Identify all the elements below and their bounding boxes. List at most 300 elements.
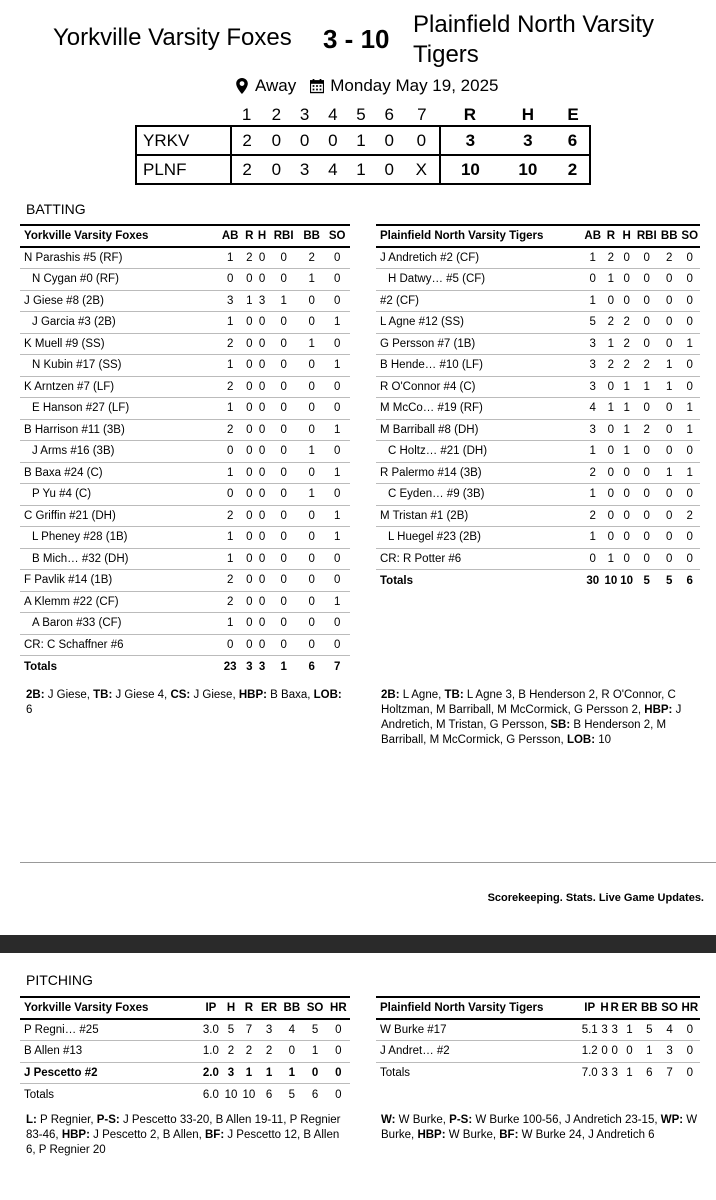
stat-cell: 0 — [217, 441, 243, 463]
stat-cell: 2 — [582, 462, 603, 484]
stat-cell: 0 — [619, 269, 635, 291]
batter-name: R O'Connor #4 (C) — [376, 376, 582, 398]
totals-label: Totals — [380, 574, 414, 587]
stat-cell: 1 — [659, 376, 680, 398]
away-batting-notes — [26, 688, 346, 718]
stat-cell: 5 — [639, 1019, 659, 1041]
stat-cell: 1 — [639, 1041, 659, 1063]
stat-cell: 3 — [582, 355, 603, 377]
stat-cell: 0 — [619, 247, 635, 269]
stat-column-header: R — [243, 225, 256, 247]
stat-cell: 0 — [243, 398, 256, 420]
stat-cell: 2 — [603, 312, 619, 334]
calendar-icon — [310, 78, 324, 94]
total-cell: 7 — [334, 660, 341, 673]
totals-row — [20, 656, 350, 678]
inning-score: 2 — [231, 155, 262, 184]
totals-label: Totals — [24, 1088, 55, 1101]
stat-cell: 0 — [256, 441, 269, 463]
stat-cell: 2 — [603, 247, 619, 269]
stat-cell: 0 — [327, 1041, 350, 1063]
note-label: LOB: — [313, 689, 342, 701]
stat-cell: 0 — [299, 355, 325, 377]
inning-score: 0 — [262, 126, 290, 155]
stat-cell: 0 — [268, 634, 298, 656]
total-cell: 6 — [265, 1088, 273, 1101]
stat-cell: 0 — [268, 505, 298, 527]
game-location: Away — [255, 76, 297, 95]
stat-cell: 0 — [217, 484, 243, 506]
note-label: 2B: — [26, 689, 45, 701]
note-text: J Giese, — [190, 689, 239, 701]
stat-cell: 1 — [324, 527, 350, 549]
pitcher-row — [376, 1041, 700, 1063]
stat-cell: 0 — [243, 441, 256, 463]
errors-total: 6 — [556, 126, 590, 155]
stat-cell: 0 — [659, 441, 680, 463]
away-team-name: Yorkville Varsity Foxes — [53, 24, 292, 51]
stat-cell: 0 — [268, 462, 298, 484]
batter-row — [20, 548, 350, 570]
batter-name: B Baxa #24 (C) — [20, 462, 217, 484]
batter-name: M Tristan #1 (2B) — [376, 505, 582, 527]
batter-name: A Klemm #22 (CF) — [20, 591, 217, 613]
total-cell: 3 — [258, 660, 266, 673]
stat-cell: 0 — [635, 548, 659, 570]
pitcher-row — [20, 1041, 350, 1063]
pitcher-name: J Pescetto #2 — [20, 1062, 200, 1084]
note-text: J Pescetto 12, B Allen 6, P Regnier 20 — [26, 1129, 343, 1156]
stat-cell: 0 — [635, 269, 659, 291]
stat-cell: 0 — [256, 312, 269, 334]
stat-cell: 0 — [243, 269, 256, 291]
stat-cell: 0 — [256, 570, 269, 592]
location-pin-icon — [235, 78, 249, 94]
stat-cell: 0 — [324, 634, 350, 656]
stat-cell: 0 — [303, 1062, 326, 1084]
batter-row — [376, 290, 700, 312]
inning-header: 3 — [299, 104, 310, 124]
stat-cell: 0 — [659, 312, 680, 334]
batter-row — [20, 419, 350, 441]
stat-cell: 1 — [619, 419, 635, 441]
stat-cell: 1 — [240, 1062, 258, 1084]
stat-cell: 1 — [659, 355, 680, 377]
note-text: B Henderson 2, M Barriball, M McCormick, G Persson, — [381, 719, 670, 746]
inning-score: 4 — [319, 155, 347, 184]
stat-cell: 2 — [217, 419, 243, 441]
stat-cell: 0 — [679, 247, 700, 269]
stat-cell: 0 — [299, 398, 325, 420]
stat-cell: 0 — [619, 548, 635, 570]
totals-label: Totals — [380, 1067, 411, 1079]
stat-cell: 0 — [635, 290, 659, 312]
stat-cell: 3 — [599, 1019, 609, 1041]
stat-cell: 2 — [635, 419, 659, 441]
stat-cell: 0 — [659, 548, 680, 570]
stat-cell: 1 — [603, 269, 619, 291]
team-column-header: Yorkville Varsity Foxes — [20, 997, 200, 1019]
stat-cell: 0 — [256, 376, 269, 398]
stat-cell: 0 — [679, 527, 700, 549]
total-cell: 10 — [224, 1088, 238, 1101]
stat-cell: 0 — [619, 484, 635, 506]
stat-cell: 3.0 — [200, 1019, 222, 1041]
note-label: HBP: — [61, 1129, 90, 1141]
stat-cell: 1 — [299, 441, 325, 463]
stat-column-header: RBI — [268, 225, 298, 247]
batter-name: L Huegel #23 (2B) — [376, 527, 582, 549]
away-pitching-table — [20, 996, 350, 1105]
total-cell: 5 — [666, 574, 673, 587]
batter-name: N Kubin #17 (SS) — [20, 355, 217, 377]
stat-column-header: H — [222, 997, 240, 1019]
stat-cell: 0 — [268, 570, 298, 592]
batter-row — [20, 591, 350, 613]
stat-cell: 0 — [324, 290, 350, 312]
total-cell: 6 — [646, 1067, 653, 1079]
batter-row — [20, 505, 350, 527]
stat-cell: 0 — [243, 419, 256, 441]
total-cell: 3 — [601, 1067, 608, 1079]
away-batting-table — [20, 224, 350, 677]
stat-cell: 1 — [679, 398, 700, 420]
stat-cell: 3 — [659, 1041, 679, 1063]
stat-cell: 0 — [299, 462, 325, 484]
stat-cell: 1 — [659, 462, 680, 484]
stat-column-header: ER — [258, 997, 280, 1019]
stat-cell: 0 — [324, 570, 350, 592]
batter-row — [376, 484, 700, 506]
note-text: B Baxa, — [266, 689, 314, 701]
stat-cell: 1 — [217, 613, 243, 635]
stat-cell: 0 — [327, 1062, 350, 1084]
total-cell: 6 — [311, 1088, 319, 1101]
home-team-name: Plainfield North Varsity Tigers — [413, 11, 654, 68]
batting-section-title: BATTING — [26, 201, 86, 217]
note-text: J Pescetto 33-20, B Allen 19-11, P Regnier 83-46, — [26, 1114, 344, 1141]
note-label: HBP: — [644, 704, 673, 716]
stat-cell: 0 — [620, 1041, 639, 1063]
stat-cell: 0 — [324, 441, 350, 463]
stat-cell: 0 — [635, 333, 659, 355]
stat-cell: 0 — [243, 634, 256, 656]
stat-cell: 2 — [222, 1041, 240, 1063]
header-row — [20, 225, 350, 247]
stat-cell: 0 — [243, 591, 256, 613]
batter-name: CR: R Potter #6 — [376, 548, 582, 570]
stat-cell: 2 — [619, 312, 635, 334]
stat-cell: 0 — [217, 634, 243, 656]
note-label: L: — [26, 1114, 37, 1126]
stat-column-header: H — [256, 225, 269, 247]
inning-header: 2 — [271, 104, 282, 124]
batter-row — [20, 570, 350, 592]
inning-header: 4 — [328, 104, 338, 124]
stat-cell: 4 — [280, 1019, 303, 1041]
stat-cell: 1 — [280, 1062, 303, 1084]
stat-cell: 0 — [256, 548, 269, 570]
batter-row — [20, 290, 350, 312]
stat-cell: 1 — [582, 484, 603, 506]
stat-cell: 0 — [256, 634, 269, 656]
stat-cell: 0 — [679, 441, 700, 463]
stat-cell: 0 — [299, 376, 325, 398]
stat-cell: 1 — [324, 355, 350, 377]
inning-score: 2 — [231, 126, 262, 155]
stat-cell: 0 — [256, 398, 269, 420]
total-cell: 5 — [288, 1088, 296, 1101]
stat-cell: 0 — [659, 398, 680, 420]
home-pitching-notes — [381, 1113, 701, 1143]
stat-column-header: BB — [659, 225, 680, 247]
batter-name: J Andretich #2 (CF) — [376, 247, 582, 269]
stat-cell: 3 — [610, 1019, 620, 1041]
batter-row — [376, 441, 700, 463]
batter-name: A Baron #33 (CF) — [20, 613, 217, 635]
runs-header: R — [463, 104, 477, 124]
away-pitching-notes — [26, 1113, 346, 1158]
pitcher-row — [376, 1019, 700, 1041]
stat-cell: 2 — [299, 247, 325, 269]
batter-name: N Cygan #0 (RF) — [20, 269, 217, 291]
batter-name: B Hende… #10 (LF) — [376, 355, 582, 377]
stat-cell: 0 — [582, 269, 603, 291]
totals-row — [376, 1062, 700, 1084]
stat-cell: 0 — [243, 484, 256, 506]
errors-total: 2 — [556, 155, 590, 184]
stat-cell: 1 — [619, 376, 635, 398]
note-label: SB: — [550, 719, 571, 731]
stat-column-header: H — [619, 225, 635, 247]
batter-name: G Persson #7 (1B) — [376, 333, 582, 355]
stat-cell: 0 — [327, 1019, 350, 1041]
stat-cell: 0 — [603, 376, 619, 398]
note-label: HBP: — [238, 689, 267, 701]
stat-cell: 2 — [603, 355, 619, 377]
stat-cell: 2 — [679, 505, 700, 527]
team-column-header: Plainfield North Varsity Tigers — [376, 997, 580, 1019]
total-cell: 1 — [280, 660, 287, 673]
total-cell: 3 — [611, 1067, 618, 1079]
stat-cell: 0 — [268, 591, 298, 613]
stat-cell: 3 — [222, 1062, 240, 1084]
stat-cell: 0 — [268, 548, 298, 570]
pitcher-name: P Regni… #25 — [20, 1019, 200, 1041]
linescore-row-home — [136, 155, 590, 184]
inning-score: 0 — [375, 155, 403, 184]
stat-cell: 1 — [258, 1062, 280, 1084]
note-text: L Agne 3, B Henderson 2, R O'Connor, C Holtzman, M Barriball, M McCormick, G Persson 2, — [381, 689, 679, 716]
batter-name: F Pavlik #14 (1B) — [20, 570, 217, 592]
stat-cell: 0 — [268, 484, 298, 506]
stat-cell: 0 — [256, 505, 269, 527]
stat-cell: 0 — [268, 613, 298, 635]
stat-cell: 0 — [635, 398, 659, 420]
linescore-team: PLNF — [136, 155, 231, 184]
stat-cell: 0 — [324, 548, 350, 570]
stat-cell: 0 — [679, 548, 700, 570]
batter-name: N Parashis #5 (RF) — [20, 247, 217, 269]
batter-name: M McCo… #19 (RF) — [376, 398, 582, 420]
stat-cell: 1 — [217, 312, 243, 334]
stat-cell: 0 — [324, 484, 350, 506]
stat-cell: 0 — [268, 441, 298, 463]
inning-score: 0 — [403, 126, 440, 155]
batter-name: J Arms #16 (3B) — [20, 441, 217, 463]
stat-cell: 0 — [610, 1041, 620, 1063]
inning-header: 5 — [356, 104, 366, 124]
total-cell: 10 — [242, 1088, 256, 1101]
stat-cell: 0 — [256, 591, 269, 613]
stat-cell: 0 — [603, 419, 619, 441]
hits-header: H — [521, 104, 534, 124]
stat-cell: 0 — [256, 333, 269, 355]
divider — [20, 862, 716, 863]
stat-cell: 0 — [256, 462, 269, 484]
batter-name: CR: C Schaffner #6 — [20, 634, 217, 656]
stat-cell: 1 — [299, 333, 325, 355]
team-column-header: Plainfield North Varsity Tigers — [376, 225, 582, 247]
stat-cell: 0 — [243, 462, 256, 484]
stat-cell: 2 — [659, 247, 680, 269]
stat-cell: 0 — [324, 247, 350, 269]
stat-column-header: AB — [582, 225, 603, 247]
stat-cell: 4 — [582, 398, 603, 420]
batter-row — [20, 376, 350, 398]
total-cell: 0 — [335, 1088, 342, 1101]
stat-cell: 0 — [299, 634, 325, 656]
note-label: LOB: — [566, 734, 596, 746]
stat-cell: 0 — [268, 333, 298, 355]
stat-cell: 0 — [324, 333, 350, 355]
stat-cell: 0 — [619, 290, 635, 312]
stat-cell: 0 — [243, 312, 256, 334]
stat-cell: 1 — [299, 269, 325, 291]
total-cell: 10 — [620, 574, 634, 587]
stat-cell: 0 — [268, 376, 298, 398]
batter-row — [20, 613, 350, 635]
batter-row — [376, 355, 700, 377]
stat-cell: 5 — [303, 1019, 326, 1041]
note-label: P-S: — [96, 1114, 120, 1126]
note-label: W: — [381, 1114, 396, 1126]
stat-cell: 1 — [299, 484, 325, 506]
batter-row — [20, 398, 350, 420]
note-label: 2B: — [381, 689, 400, 701]
stat-cell: 1 — [324, 419, 350, 441]
section-separator-bar — [0, 935, 716, 953]
stat-cell: 0 — [256, 247, 269, 269]
stat-column-header: R — [610, 997, 620, 1019]
stat-column-header: R — [603, 225, 619, 247]
batter-name: B Mich… #32 (DH) — [20, 548, 217, 570]
note-text: J Giese 4, — [112, 689, 171, 701]
total-cell: 30 — [586, 574, 600, 587]
home-batting-notes — [381, 688, 701, 748]
stat-cell: 2 — [217, 333, 243, 355]
stat-cell: 3 — [256, 290, 269, 312]
note-text: W Burke, — [395, 1114, 450, 1126]
batter-row — [20, 312, 350, 334]
game-header — [0, 10, 716, 70]
stat-column-header: SO — [659, 997, 679, 1019]
stat-column-header: RBI — [635, 225, 659, 247]
stat-column-header: BB — [299, 225, 325, 247]
stat-cell: 1 — [635, 376, 659, 398]
stat-cell: 3 — [217, 290, 243, 312]
batter-name: K Muell #9 (SS) — [20, 333, 217, 355]
stat-cell: 0 — [603, 290, 619, 312]
totals-label: Totals — [24, 660, 58, 673]
batter-name: J Garcia #3 (2B) — [20, 312, 217, 334]
inning-header: 1 — [241, 104, 252, 124]
stat-cell: 1 — [620, 1019, 639, 1041]
pitcher-row — [20, 1019, 350, 1041]
stat-cell: 0 — [256, 269, 269, 291]
hits-total: 3 — [500, 126, 556, 155]
stat-cell: 0 — [299, 548, 325, 570]
stat-column-header: BB — [639, 997, 659, 1019]
batter-row — [20, 527, 350, 549]
batter-name: M Barriball #8 (DH) — [376, 419, 582, 441]
note-label: BF: — [205, 1129, 225, 1141]
stat-cell: 1.0 — [200, 1041, 222, 1063]
total-cell: 1 — [626, 1067, 633, 1079]
batter-name: H Datwy… #5 (CF) — [376, 269, 582, 291]
stat-cell: 0 — [324, 398, 350, 420]
note-text: 10 — [595, 734, 612, 746]
stat-cell: 0 — [679, 376, 700, 398]
batter-row — [20, 333, 350, 355]
stat-cell: 3 — [582, 376, 603, 398]
hits-total: 10 — [500, 155, 556, 184]
stat-cell: 5.1 — [580, 1019, 599, 1041]
stat-cell: 0 — [659, 505, 680, 527]
stat-cell: 1 — [217, 398, 243, 420]
stat-cell: 0 — [299, 591, 325, 613]
stat-cell: 0 — [268, 527, 298, 549]
note-text: P Regnier, — [36, 1114, 97, 1126]
stat-cell: 1 — [217, 355, 243, 377]
batter-name: L Agne #12 (SS) — [376, 312, 582, 334]
stat-cell: 0 — [256, 613, 269, 635]
stat-cell: 0 — [280, 1041, 303, 1063]
stat-cell: 1 — [679, 462, 700, 484]
stat-cell: 0 — [635, 505, 659, 527]
stat-cell: 0 — [659, 333, 680, 355]
stat-cell: 0 — [243, 376, 256, 398]
stat-cell: 1 — [582, 290, 603, 312]
tagline: Scorekeeping. Stats. Live Game Updates. — [487, 892, 704, 904]
team-column-header: Yorkville Varsity Foxes — [20, 225, 217, 247]
stat-cell: 2 — [619, 355, 635, 377]
stat-cell: 0 — [217, 269, 243, 291]
stat-cell: 2 — [217, 591, 243, 613]
stat-cell: 1.2 — [580, 1041, 599, 1063]
batter-name: E Hanson #27 (LF) — [20, 398, 217, 420]
stat-cell: 0 — [619, 527, 635, 549]
totals-row — [20, 1084, 350, 1106]
stat-cell: 2 — [217, 376, 243, 398]
batter-row — [20, 484, 350, 506]
batter-name: R Palermo #14 (3B) — [376, 462, 582, 484]
stat-cell: 0 — [299, 290, 325, 312]
pitcher-name: B Allen #13 — [20, 1041, 200, 1063]
total-cell: 0 — [686, 1067, 694, 1079]
stat-cell: 1 — [582, 247, 603, 269]
batter-name: C Eyden… #9 (3B) — [376, 484, 582, 506]
